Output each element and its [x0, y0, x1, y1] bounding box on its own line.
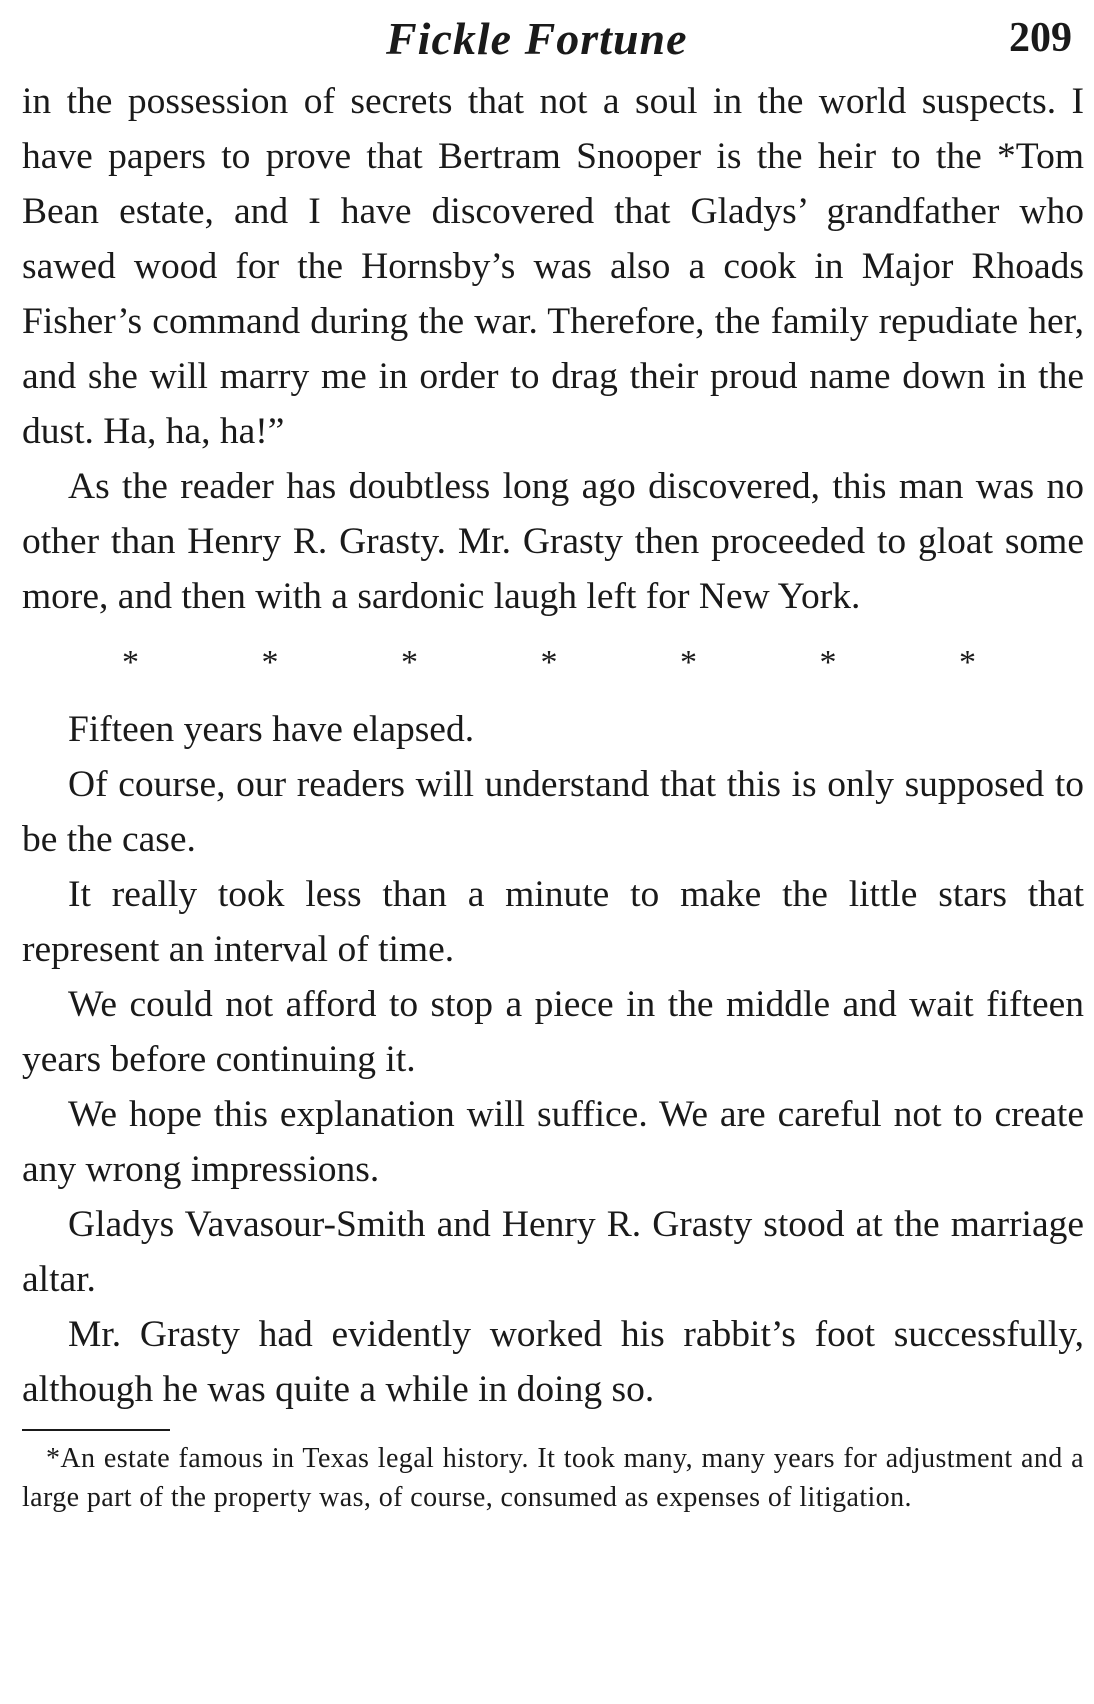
section-break-stars: [22, 624, 1084, 702]
star-glyph: *: [122, 644, 139, 681]
paragraph: Fifteen years have elapsed.: [68, 709, 475, 750]
star-glyph: *: [680, 644, 697, 681]
star-glyph: *: [540, 644, 558, 681]
book-page: [22, 12, 1084, 1517]
footnote-rule: [22, 1429, 170, 1431]
paragraph: Mr. Grasty had evidently worked his rabbit’s foot successfully, although he was quite a while in doing so.: [22, 1314, 1084, 1410]
paragraph: Of course, our readers will understand that this is only supposed to be the case.: [22, 764, 1084, 860]
page-number: 209: [1009, 15, 1072, 61]
paragraph: We could not afford to stop a piece in the middle and wait fifteen years before continuing it.: [22, 984, 1084, 1080]
star-glyph: *: [401, 644, 418, 681]
paragraph: Gladys Vavasour-Smith and Henry R. Grasty stood at the marriage altar.: [22, 1204, 1084, 1300]
paragraph: We hope this explanation will suffice. We are careful not to create any wrong impressions.: [22, 1094, 1084, 1190]
footnote: *An estate famous in Texas legal history. It took many, many years for adjustment and a large part of the property was, of course, consumed as expenses of litigation.: [22, 1443, 1084, 1513]
star-glyph: *: [959, 644, 976, 681]
page-header: [22, 12, 1084, 74]
paragraph: As the reader has doubtless long ago discovered, this man was no other than Henry R. Grasty. Mr. Grasty then proceeded to gloat some more, and then with a sardonic laugh left for New York.: [22, 466, 1084, 617]
running-title: Fickle Fortune: [386, 13, 688, 64]
body-text: [22, 74, 1084, 1417]
paragraph: It really took less than a minute to make the little stars that represent an interval of time.: [22, 874, 1084, 970]
paragraph: in the possession of secrets that not a soul in the world suspects. I have papers to prove that Bertram Snooper is the heir to the *Tom Bean estate, and I have discovered that Gladys’ grandfather who sawed wood for the Hornsby’s was also a cook in Major Rhoads Fisher’s command during the war. Therefore, the family repudiate her, and she will marry me in order to drag their proud name down in the dust. Ha, ha, ha!”: [22, 81, 1084, 452]
star-glyph: *: [819, 644, 837, 681]
star-glyph: *: [261, 644, 279, 681]
